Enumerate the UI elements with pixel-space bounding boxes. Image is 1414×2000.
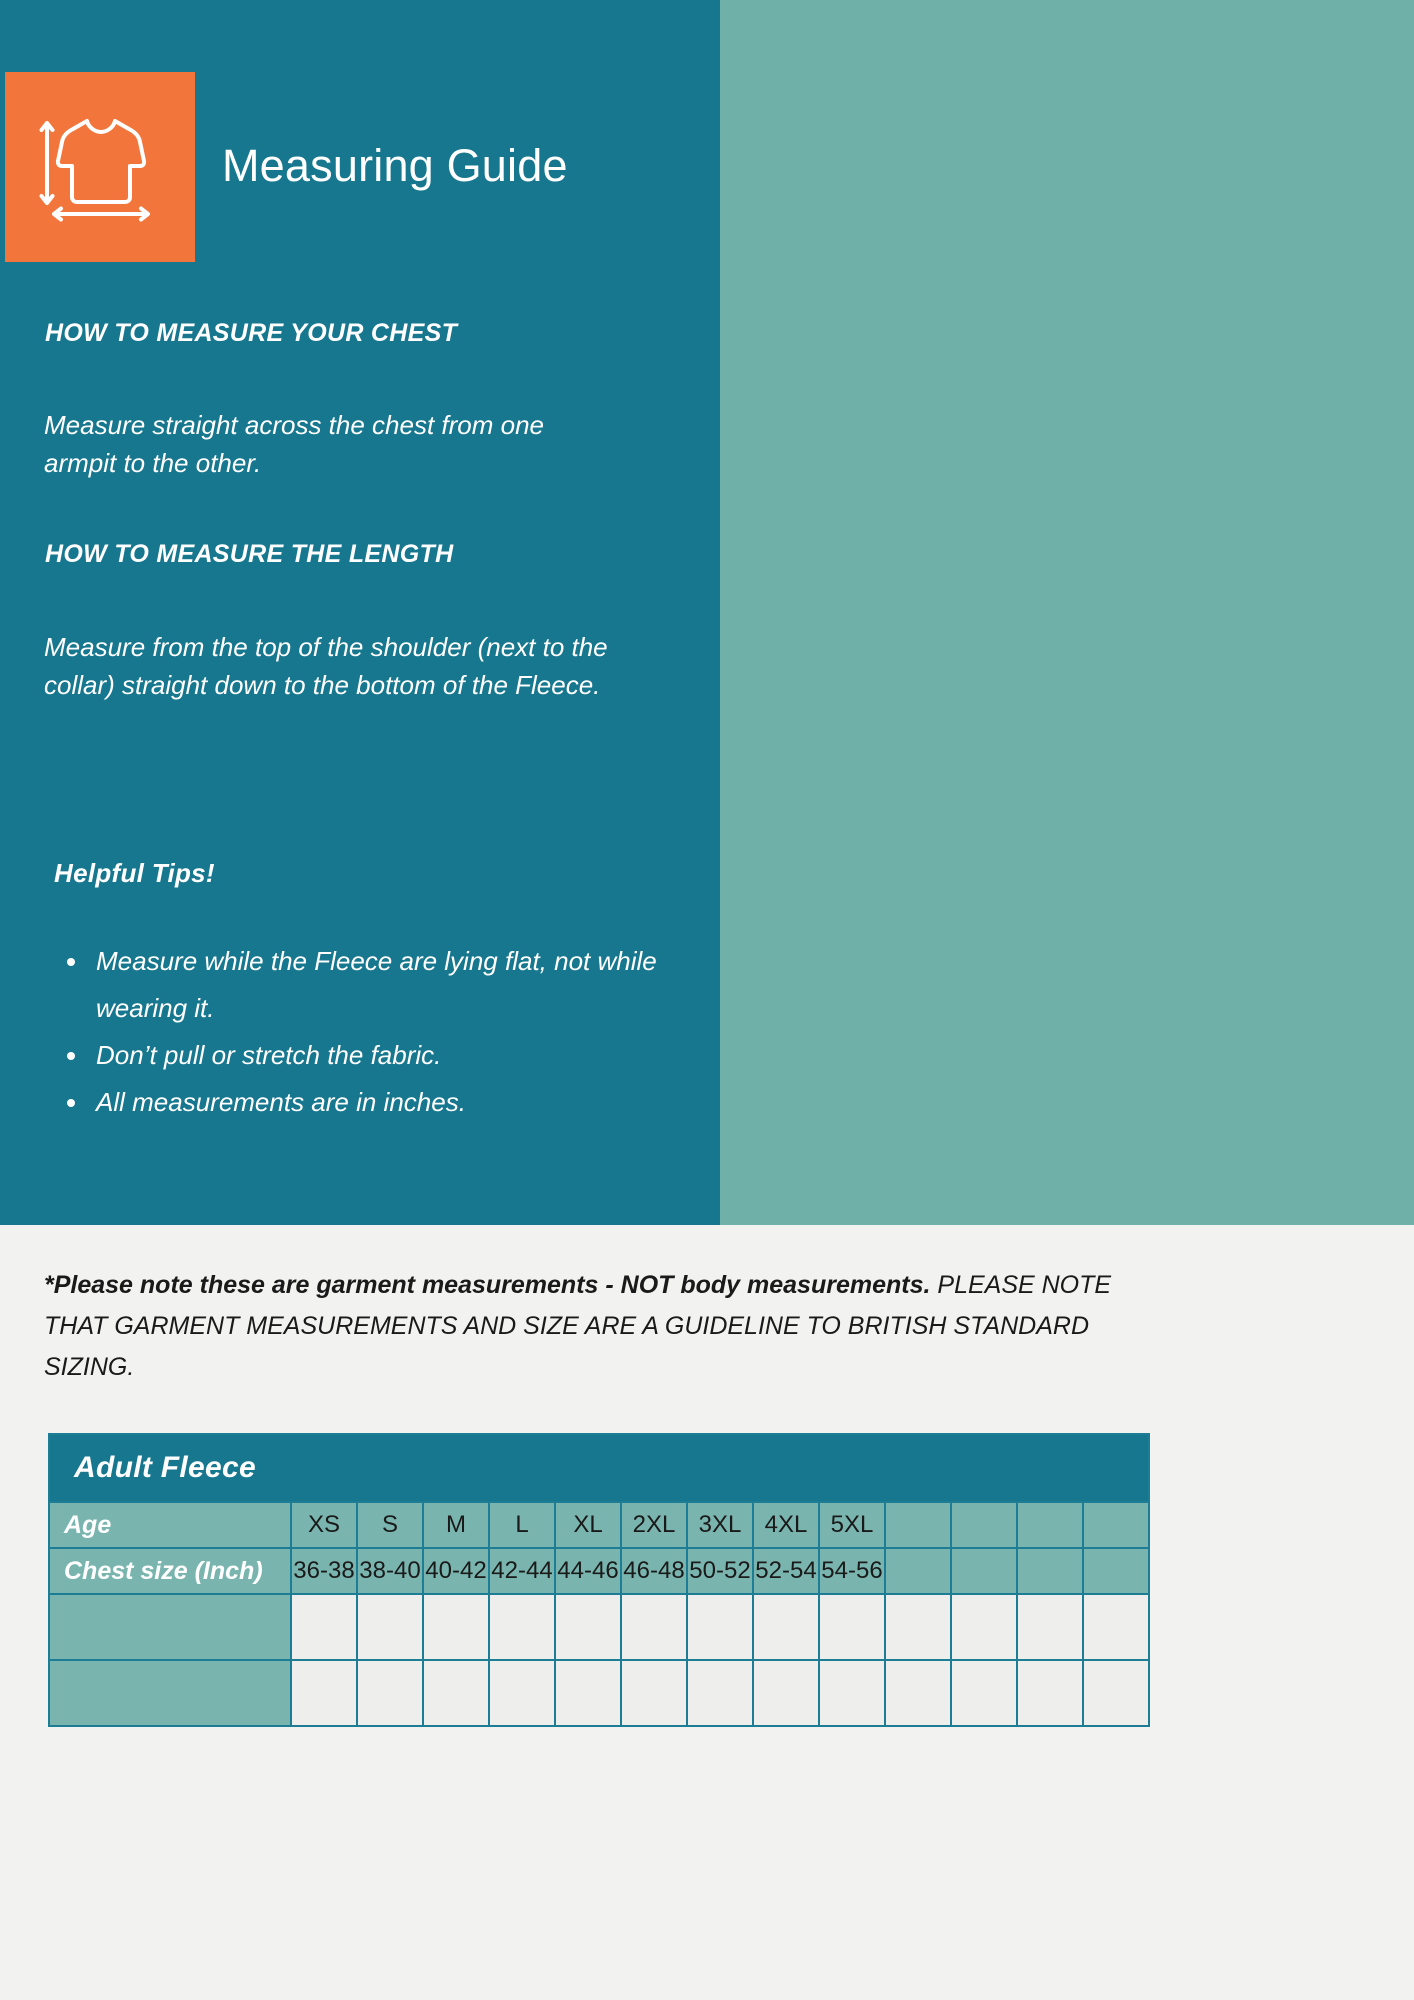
empty-cell <box>1083 1594 1149 1660</box>
chest-size-cell: 44-46 <box>555 1548 621 1594</box>
chest-heading: HOW TO MEASURE YOUR CHEST <box>45 319 458 347</box>
size-cell: 5XL <box>819 1502 885 1548</box>
list-item: • All measurements are in inches. <box>90 1079 670 1126</box>
size-cell: 3XL <box>687 1502 753 1548</box>
empty-cell <box>951 1660 1017 1726</box>
length-body: Measure from the top of the shoulder (next to the collar) straight down to the bottom of the Fleece. <box>44 632 608 700</box>
list-item: • Don’t pull or stretch the fabric. <box>90 1032 670 1079</box>
table-title-row <box>49 1434 1149 1502</box>
empty-cell <box>291 1660 357 1726</box>
empty-cell <box>489 1660 555 1726</box>
empty-cell <box>687 1660 753 1726</box>
chest-body: Measure straight across the chest from one armpit to the other. <box>44 410 545 478</box>
empty-cell <box>291 1594 357 1660</box>
empty-cell <box>357 1594 423 1660</box>
chest-size-cell: 38-40 <box>357 1548 423 1594</box>
chest-size-cell-empty <box>1017 1548 1083 1594</box>
empty-cell <box>621 1594 687 1660</box>
empty-cell <box>423 1660 489 1726</box>
table-title: Adult Fleece <box>49 1434 1149 1502</box>
empty-cell <box>423 1594 489 1660</box>
empty-cell <box>753 1594 819 1660</box>
chest-size-cell: 52-54 <box>753 1548 819 1594</box>
size-cell-empty <box>1017 1502 1083 1548</box>
product-panel <box>720 0 1414 1225</box>
size-cell: XS <box>291 1502 357 1548</box>
chest-size-cell-empty <box>885 1548 951 1594</box>
empty-cell <box>687 1594 753 1660</box>
empty-cell <box>951 1594 1017 1660</box>
empty-cell <box>1017 1660 1083 1726</box>
empty-cell <box>555 1594 621 1660</box>
empty-cell <box>1017 1594 1083 1660</box>
empty-cell <box>819 1594 885 1660</box>
size-cell: L <box>489 1502 555 1548</box>
row-label-empty <box>49 1594 291 1660</box>
table-row <box>49 1594 1149 1660</box>
tips-list <box>44 938 670 1126</box>
list-item: • Measure while the Fleece are lying flat, not while wearing it. <box>90 938 670 1032</box>
length-heading: HOW TO MEASURE THE LENGTH <box>45 540 454 568</box>
empty-cell <box>819 1660 885 1726</box>
size-cell-empty <box>951 1502 1017 1548</box>
chest-size-cell: 46-48 <box>621 1548 687 1594</box>
table-row <box>49 1548 1149 1594</box>
size-cell: 2XL <box>621 1502 687 1548</box>
row-label-age: Age <box>49 1502 291 1548</box>
instructions-panel <box>0 0 720 1225</box>
tips-heading: Helpful Tips! <box>54 858 215 888</box>
size-cell: XL <box>555 1502 621 1548</box>
size-cell: 4XL <box>753 1502 819 1548</box>
row-label-empty <box>49 1660 291 1726</box>
size-cell: M <box>423 1502 489 1548</box>
size-cell-empty <box>1083 1502 1149 1548</box>
empty-cell <box>1083 1660 1149 1726</box>
empty-cell <box>885 1660 951 1726</box>
chest-size-cell: 40-42 <box>423 1548 489 1594</box>
size-chart-table <box>48 1433 1150 1727</box>
empty-cell <box>753 1660 819 1726</box>
empty-cell <box>489 1594 555 1660</box>
disclaimer-bold: *Please note these are garment measurements - NOT body measurements. <box>44 1271 931 1299</box>
page-title: Measuring Guide <box>222 140 568 191</box>
disclaimer-rest: PLEASE NOTE THAT GARMENT MEASUREMENTS AND SIZE ARE A GUIDELINE TO BRITISH STANDARD SIZING. <box>44 1271 1112 1381</box>
chest-size-cell-empty <box>1083 1548 1149 1594</box>
chest-size-cell-empty <box>951 1548 1017 1594</box>
size-cell-empty <box>885 1502 951 1548</box>
size-cell: S <box>357 1502 423 1548</box>
tshirt-measure-icon <box>5 72 195 262</box>
empty-cell <box>357 1660 423 1726</box>
table-row <box>49 1502 1149 1548</box>
chest-size-cell: 50-52 <box>687 1548 753 1594</box>
table-row <box>49 1660 1149 1726</box>
chest-size-cell: 36-38 <box>291 1548 357 1594</box>
row-label-chest-size: Chest size (Inch) <box>49 1548 291 1594</box>
empty-cell <box>885 1594 951 1660</box>
chest-size-cell: 42-44 <box>489 1548 555 1594</box>
chest-size-cell: 54-56 <box>819 1548 885 1594</box>
empty-cell <box>621 1660 687 1726</box>
empty-cell <box>555 1660 621 1726</box>
measurement-disclaimer <box>44 1265 1144 1388</box>
